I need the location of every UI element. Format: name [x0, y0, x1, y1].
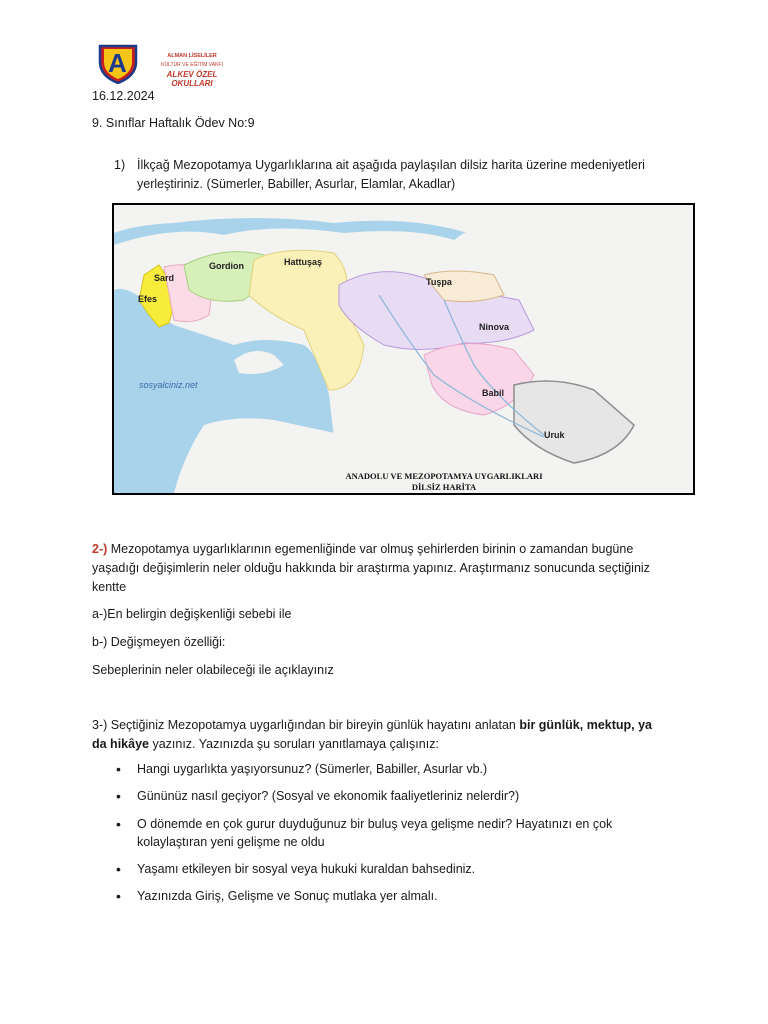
- bullet-dot: •: [116, 761, 121, 777]
- assignment-title: 9. Sınıflar Haftalık Ödev No:9: [92, 116, 255, 130]
- logo-line1: ALMAN LİSELİLER: [167, 53, 217, 59]
- q3-line2-bold: da hikâye: [92, 737, 149, 751]
- q1-line2: yerleştiriniz. (Sümerler, Babiller, Asurlar, Elamlar, Akadlar): [137, 177, 456, 191]
- city-label-gordion: Gordion: [209, 261, 244, 271]
- q1-line1: İlkçağ Mezopotamya Uygarlıklarına ait aşağıda paylaşılan dilsiz harita üzerine medeniyetleri: [137, 158, 645, 172]
- bullet-dot: •: [116, 788, 121, 804]
- q3-line1-pre: Seçtiğiniz Mezopotamya uygarlığından bir bireyin günlük hayatını anlatan: [107, 718, 520, 732]
- logo-text: [146, 52, 238, 88]
- map-caption-line1: ANADOLU VE MEZOPOTAMYA UYGARLIKLARI: [345, 471, 543, 481]
- q3-bullet-5: Yazınızda Giriş, Gelişme ve Sonuç mutlaka yer almalı.: [137, 889, 438, 903]
- city-label-uruk: Uruk: [544, 430, 565, 440]
- logo-line2: KÜLTÜR VE EĞİTİM VAKFI: [161, 62, 223, 68]
- q2-line2: yaşadığı değişimlerin neler olduğu hakkında bir araştırma yapınız. Araştırmanız sonucunda seçtiğiniz: [92, 561, 650, 575]
- logo-line3: ALKEV ÖZEL OKULLARI: [166, 70, 218, 88]
- city-label-efes: Efes: [138, 294, 158, 304]
- q2-part-a: a-)En belirgin değişkenliği sebebi ile: [92, 607, 292, 621]
- map-svg: [114, 205, 693, 493]
- mute-map: [112, 203, 695, 495]
- q2-line3: kentte: [92, 580, 127, 594]
- q3-line2: [92, 735, 439, 753]
- q2-number: 2-): [92, 542, 108, 556]
- bullet-dot: •: [116, 861, 121, 877]
- q2-line1: [92, 540, 633, 558]
- q3-line2-post: yazınız. Yazınızda şu soruları yanıtlamaya çalışınız:: [148, 737, 439, 751]
- q3-bullet-3-line1: O dönemde en çok gurur duyduğunuz bir buluş veya gelişme nedir? Hayatınızı en çok: [137, 817, 613, 831]
- q2-part-b: b-) Değişmeyen özelliği:: [92, 635, 226, 649]
- city-label-ninova: Ninova: [479, 322, 510, 332]
- bullet-dot: •: [116, 888, 121, 904]
- city-label-sard: Sard: [154, 273, 175, 283]
- q3-bullet-4: Yaşamı etkileyen bir sosyal veya hukuki kuraldan bahsediniz.: [137, 862, 476, 876]
- q3-bullet-2: Gününüz nasıl geçiyor? (Sosyal ve ekonomik faaliyetleriniz nelerdir?): [137, 789, 520, 803]
- school-logo: [96, 44, 238, 88]
- q3-number: 3-): [92, 718, 108, 732]
- document-date: 16.12.2024: [92, 89, 155, 103]
- q2-line1-text: Mezopotamya uygarlıklarının egemenliğinde var olmuş şehirlerden birinin o zamandan bugüne: [107, 542, 634, 556]
- logo-letter: A: [108, 48, 127, 78]
- q1-number: 1): [114, 158, 126, 172]
- q3-bullet-3-line2: kolaylaştıran yeni gelişme ne oldu: [137, 835, 325, 849]
- city-label-hattusas: Hattuşaş: [284, 257, 323, 267]
- map-caption-line2: DİLSİZ HARİTA: [411, 482, 477, 492]
- city-label-tuspa: Tuşpa: [426, 277, 452, 287]
- bullet-dot: •: [116, 816, 121, 832]
- map-watermark: sosyalciniz.net: [139, 380, 198, 390]
- q2-part-c: Sebeplerinin neler olabileceği ile açıklayınız: [92, 663, 334, 677]
- city-label-babil: Babil: [482, 388, 505, 398]
- q3-bullet-1: Hangi uygarlıkta yaşıyorsunuz? (Sümerler, Babiller, Asurlar vb.): [137, 762, 488, 776]
- q3-line1: [92, 716, 652, 734]
- q3-line1-bold: bir günlük, mektup, ya: [519, 718, 653, 732]
